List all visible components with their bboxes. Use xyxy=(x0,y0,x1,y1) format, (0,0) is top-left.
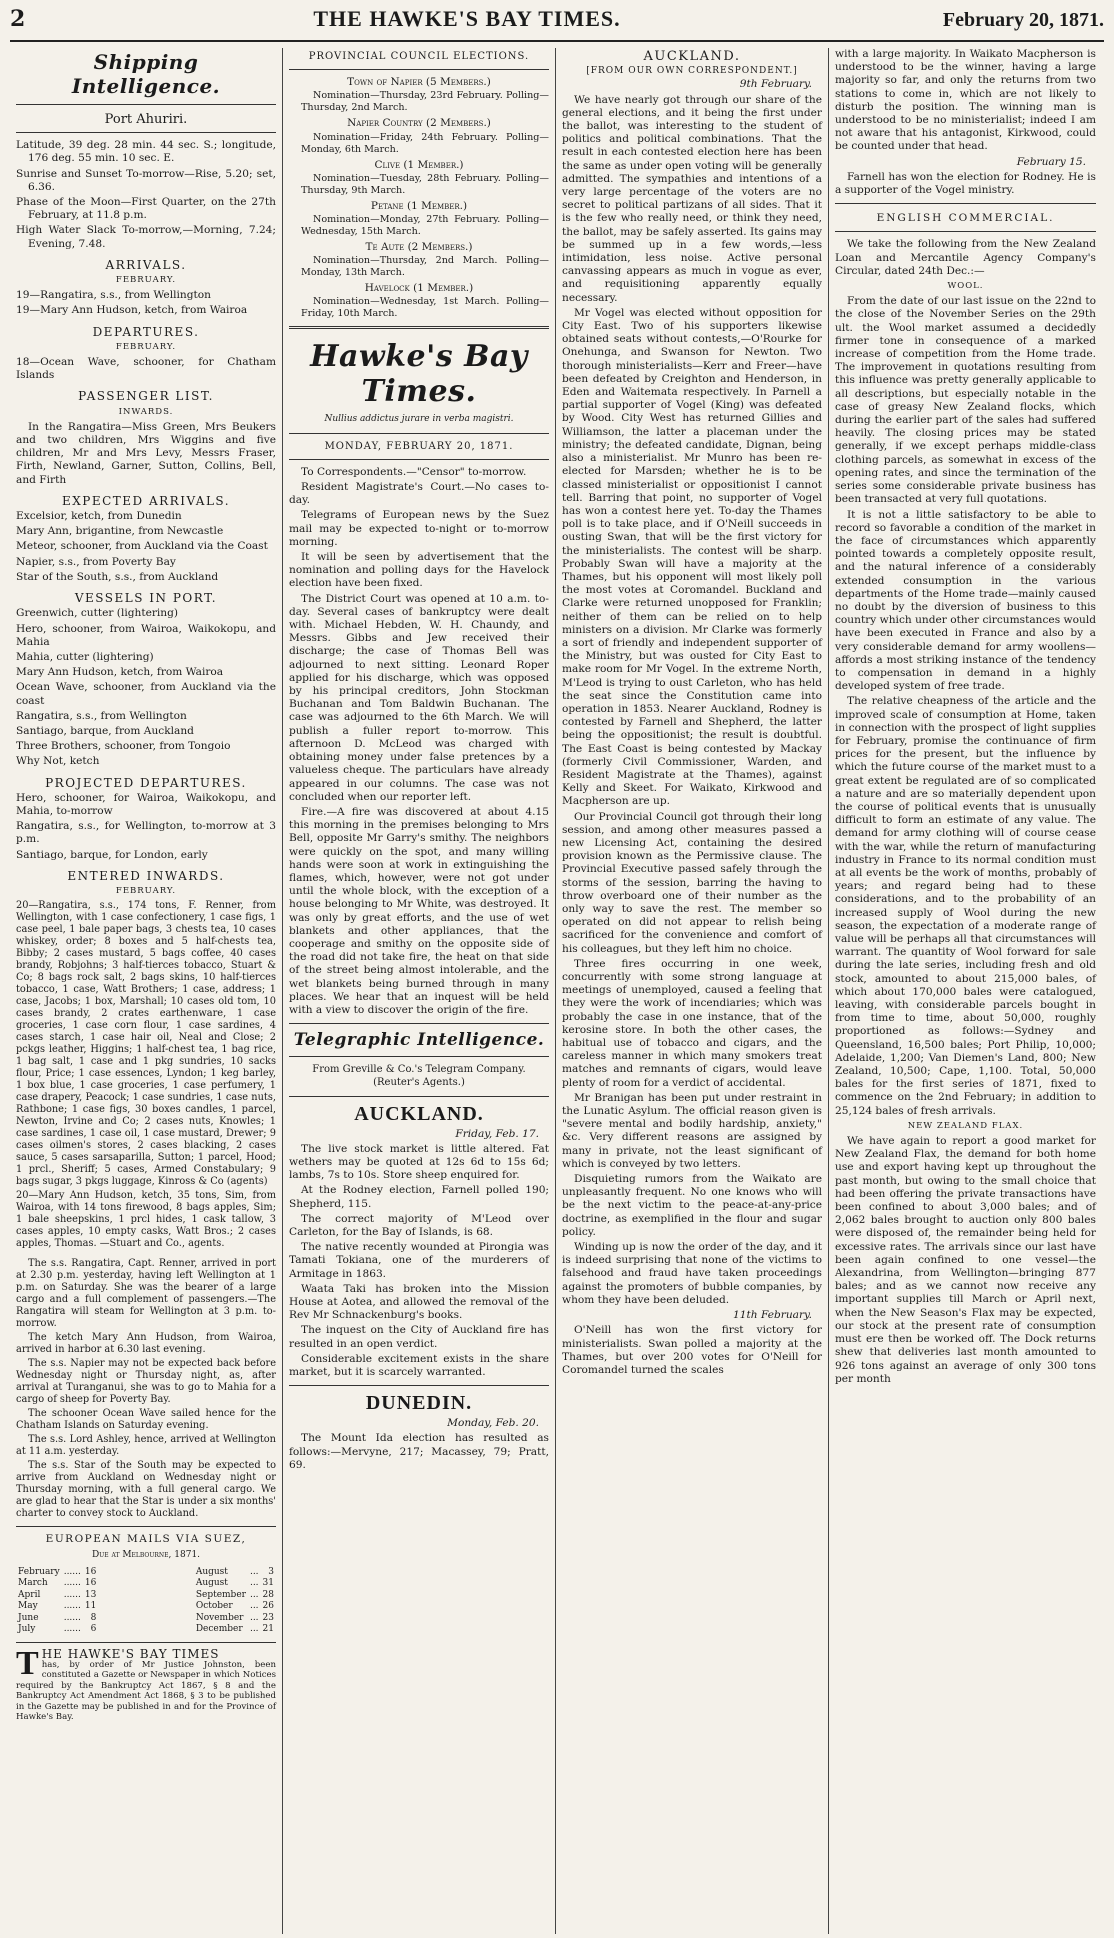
list-item: 19—Mary Ann Hudson, ketch, from Wairoa xyxy=(16,304,248,317)
news-paragraph: It is not a little satisfactory to be able to record so favorable a condition of the market in the face of circumstances which apparently pointed towards a completely opposite result, and the natural inference of a considerably extended consumption in the various departments of the Home trade—mainly caused no doubt by the diversion of business to this country which under other circumstances would have been executed in France and also by a very considerable demand for army woollens—affords a most striking instance of the tendency to compensation in demand in a highly developed system of free trade. xyxy=(835,508,1096,693)
paper-title: Hawke's Bay Times. xyxy=(310,339,528,410)
divider xyxy=(16,104,276,105)
news-paragraph: Mr Vogel was elected without opposition for City East. Two of his supporters likewise obtained seats without contests,—O'Rourke for Onehunga, and Swanson for Newton. Two thorough ministerialists—Kerr and Freer—have been defeated by Creighton and Henderson, in Eden and Waitemata respectively. In Parnell a partial supporter of Vogel (King) was defeated by Wood. City West has returned Gillies and Williamson, the latter a placeman under the ministry; the defeated candidate, Dignan, being also a ministerialist. Mr Munro has been re-elected for Marsden; whether he is to be classed ministerialist or oppositionist I cannot tell. Barring that point, no supporter of Vogel has won a contest here yet. To-day the Thames poll is to take place, and if O'Neill succeeds in ousting Swan, that will be the first victory for the ministerialists. The contest will be sharp. Probably Swan will have a majority at the Thames, but his opponent will most likely poll the most votes at Coromandel. Buckland and Clarke were returned unopposed for Franklin; neither of them can be relied on to help ministers on a division. Mr Clarke was formerly a sort of friendly and independent supporter of the Ministry, but was ousted for City East to make room for Mr Vogel. In the extreme North, M'Leod is trying to oust Carleton, who has held the seat since the Constitution came into operation in 1853. Nearer Auckland, Rodney is contested by Farnell and Shepherd, the latter being the oppositionist; the result is doubtful. The East Coast is being contested by Mackay (formerly Civil Commissioner, Warden, and Resident Magistrate at the Thames), against Kelly and Skeet. For Waikato, Kirkwood and Macpherson are up. xyxy=(562,306,822,808)
table-row: August ... 31 xyxy=(195,1578,274,1589)
list-item: Santiago, barque, for London, early xyxy=(16,848,208,861)
table-row: June ...... 8 xyxy=(18,1612,97,1623)
news-paragraph: Considerable excitement exists in the share market, but it is scarcely warranted. xyxy=(289,1352,549,1379)
divider xyxy=(289,326,549,329)
news-paragraph: Mr Branigan has been put under restraint in the Lunatic Asylum. The official reason given is "severe mental and bodily hardship, anxiety," &c. Very different reasons are assigned by many in private, not the least significant of which is conveyed by two letters. xyxy=(562,1091,822,1170)
table-row: May ...... 11 xyxy=(18,1601,97,1612)
passenger-sub: INWARDS. xyxy=(118,406,174,417)
wool-heading: WOOL. xyxy=(947,281,984,292)
mails-left xyxy=(16,1567,98,1636)
mails-right xyxy=(194,1567,276,1636)
divider xyxy=(16,132,276,133)
port-line: Phase of the Moon—First Quarter, on the 27th February, at 11.8 p.m. xyxy=(16,196,276,222)
election-name: Napier Country (2 Members.) xyxy=(347,117,491,130)
port-line: Latitude, 39 deg. 28 min. 44 sec. S.; longitude, 176 deg. 55 min. 10 sec. E. xyxy=(16,139,276,165)
page-number: 2 xyxy=(10,6,26,32)
projected-heading: PROJECTED DEPARTURES. xyxy=(45,775,247,790)
editorial-dateline: MONDAY, FEBRUARY 20, 1871. xyxy=(324,440,514,452)
list-item: Excelsior, ketch, from Dunedin xyxy=(16,510,182,523)
election-dates: Nomination—Friday, 24th February. Polling—Monday, 6th March. xyxy=(301,131,549,155)
news-paragraph: From the date of our last issue on the 22nd to the close of the November Series on the 29th ult. the Wool market assumed a decidedly firmer tone in consequence of a marked increase of competition from the Home trade. The improvement in quotations resulting from this influence was pretty generally applicable to all descriptions, but especially notable in the case of greasy New Zealand flocks, which during the earlier part of the sales had suffered heavily. The closing prices may be stated generally, if we except perhaps middle-class clothing parcels, as somewhat in excess of the opening rates, and since the termination of the series some considerable private business has been transacted at very full quotations. xyxy=(835,295,1096,506)
entered-heading: ENTERED INWARDS. xyxy=(67,868,225,883)
news-paragraph: Disquieting rumors from the Waikato are unpleasantly frequent. No one knows who will be the next victim to the peace-at-any-price doctrine, as exemplified in the flour and sugar policy. xyxy=(562,1173,822,1238)
news-paragraph: with a large majority. In Waikato Macpherson is understood to be the winner, having a large majority so far, and only the returns from two stations to come in, which are not likely to disturb the position. The winning man is understood to be no ministerialist; indeed I am not aware that his antagonist, Kirkwood, could be counted under that head. xyxy=(835,48,1096,153)
english-commercial-heading: ENGLISH COMMERCIAL. xyxy=(876,212,1055,225)
month-label: FEBRUARY. xyxy=(115,885,177,896)
list-item: Hero, schooner, from Wairoa, Waikokopu, and Mahia xyxy=(16,622,276,648)
news-paragraph: O'Neill has won the first victory for ministerialists. Swan polled a majority at the Thames, but over 200 votes for O'Neill for Coromandel turned the scales xyxy=(562,1324,822,1376)
column-shipping xyxy=(10,48,283,1934)
vessels-heading: VESSELS IN PORT. xyxy=(74,591,218,606)
table-row: August ... 3 xyxy=(195,1566,274,1577)
letter-date: 9th February. xyxy=(739,78,812,91)
mails-subheading: Due at Melbourne, 1871. xyxy=(91,1550,201,1561)
telegram-date: Monday, Feb. 20. xyxy=(447,1417,539,1430)
shipping-note: The s.s. Star of the South may be expected to arrive from Auckland on Wednesday night or Thursday morning, with a full general cargo. We are glad to hear that the Star is under a six months' charter to convey stock to Auckland. xyxy=(16,1460,276,1520)
news-paragraph: The native recently wounded at Pirongia was Tamati Tokiana, one of the murderers of Armitage in 1863. xyxy=(289,1241,549,1280)
divider xyxy=(289,1023,549,1024)
news-paragraph: Three fires occurring in one week, concurrently with some strong language at meetings of unemployed, caused a feeling that they were the work of incendiaries; which was probably the case in one instance, that of the kerosine store. In both the other cases, the habitual use of tobacco and cigars, and the careless manner in which many smokers treat matches and remnants of cigars, would leave plenty of room for a verdict of accidental. xyxy=(562,957,822,1089)
mails-table xyxy=(16,1567,276,1636)
auckland-heading: AUCKLAND. xyxy=(643,49,741,64)
table-row: March ...... 16 xyxy=(18,1578,97,1589)
auckland-telegram-heading: AUCKLAND. xyxy=(354,1102,484,1125)
divider xyxy=(289,1385,549,1386)
election-dates: Nomination—Thursday, 23rd February. Polling—Thursday, 2nd March. xyxy=(301,90,549,114)
election-item xyxy=(289,200,549,238)
news-paragraph: Winding up is now the order of the day, and it is indeed surprising that none of the victims to falsehood and fraud have taken proceedings against the promoters of bubble companies, by whom they have been deluded. xyxy=(562,1241,822,1306)
list-item: 19—Rangatira, s.s., from Wellington xyxy=(16,289,211,302)
divider xyxy=(835,231,1096,232)
election-item xyxy=(289,282,549,320)
news-paragraph: Farnell has won the election for Rodney. He is a supporter of the Vogel ministry. xyxy=(835,170,1096,197)
shipping-note: The ketch Mary Ann Hudson, from Wairoa, arrived in harbor at 6.30 last evening. xyxy=(16,1332,276,1356)
shipping-note: The s.s. Napier may not be expected back before Wednesday night or Thursday night, as, after arrival at Turanganui, she was to go to Mahia for a cargo of sheep for Poverty Bay. xyxy=(16,1358,276,1406)
telegraphic-heading: Telegraphic Intelligence. xyxy=(293,1030,545,1051)
letter-date: 11th February. xyxy=(733,1309,812,1322)
divider xyxy=(16,1526,276,1527)
divider xyxy=(289,459,549,460)
divider xyxy=(289,1056,549,1057)
list-item: Why Not, ketch xyxy=(16,755,100,768)
list-item: Rangatira, s.s., from Wellington xyxy=(16,709,187,722)
news-paragraph: The live stock market is little altered. Fat wethers may be quoted at 12s 6d to 15s 6d; lambs, 7s to 10s. Store sheep enquired for. xyxy=(289,1142,549,1182)
election-item xyxy=(289,117,549,155)
notice-dropcap: T xyxy=(16,1644,39,1682)
list-item: Mary Ann, brigantine, from Newcastle xyxy=(16,525,224,538)
table-row: April ...... 13 xyxy=(18,1589,97,1600)
correspondent-label: [FROM OUR OWN CORRESPONDENT.] xyxy=(586,66,798,77)
news-paragraph: We take the following from the New Zealand Loan and Mercantile Agency Company's Circular, dated 24th Dec.:— xyxy=(835,238,1096,277)
news-paragraph: The District Court was opened at 10 a.m. to-day. Several cases of bankruptcy were dealt with. Michael Hebden, W. H. Chaundy, and Messrs. Gibbs and Jew received their discharge; the case of Thomas Bell was adjourned to next sitting. Leonard Roper applied for his discharge, which was opposed by his principal creditors, John Stockman Buchanan and Tom Baldwin Buchanan. The case was adjourned to the 6th March. We will publish a fuller report to-morrow. This afternoon D. McLeod was charged with obtaining money under false pretences by a valueless cheque. The particulars have already appeared in our columns. The case was not concluded when our reporter left. xyxy=(289,592,549,803)
table-row: November ... 23 xyxy=(195,1612,274,1623)
passenger-heading: PASSENGER LIST. xyxy=(78,389,214,404)
paper-motto: Nullius addictus jurare in verba magistri. xyxy=(324,414,514,425)
election-name: Clive (1 Member.) xyxy=(374,158,464,171)
divider xyxy=(16,1642,276,1643)
column-auckland-correspondent xyxy=(556,48,829,1934)
list-item: Ocean Wave, schooner, from Auckland via the coast xyxy=(16,681,276,707)
list-item: Rangatira, s.s., for Wellington, to-morrow at 3 p.m. xyxy=(16,820,276,846)
list-item: Greenwich, cutter (lightering) xyxy=(16,607,179,620)
column-commercial xyxy=(829,48,1102,1934)
news-paragraph: It will be seen by advertisement that the nomination and polling days for the Havelock election have been fixed. xyxy=(289,551,549,590)
provincial-heading: PROVINCIAL COUNCIL ELECTIONS. xyxy=(308,51,530,62)
month-label: FEBRUARY. xyxy=(115,341,177,352)
list-item: Napier, s.s., from Poverty Bay xyxy=(16,555,176,568)
divider xyxy=(289,433,549,434)
divider xyxy=(289,69,549,70)
table-row: December ... 21 xyxy=(195,1624,274,1635)
news-paragraph: The inquest on the City of Auckland fire has resulted in an open verdict. xyxy=(289,1324,549,1350)
masthead xyxy=(10,6,1104,42)
news-paragraph: The Mount Ida election has resulted as follows:—Mervyne, 217; Macassey, 79; Pratt, 69. xyxy=(289,1432,549,1471)
news-paragraph: We have again to report a good market for New Zealand Flax, the demand for both home use and export having kept up throughout the past month, but owing to the small choice that had been offering the private transactions have been confined to about 3,000 bales; and of 2,062 bales brought to auction only 800 bales were disposed of, the remainder being held for excessive rates. The arrivals since our last have been again confined to one vessel—the Alexandrina, from Wellington—bringing 877 bales; and as we cannot now receive any important supplies till March or April next, when the New Season's Flax may be expected, our stock at the present rate of consumption must ere then be worked off. The Dock returns shew that deliveries last month amounted to 926 tons against an average of only 300 tons per month xyxy=(835,1135,1096,1385)
shipping-note: The s.s. Lord Ashley, hence, arrived at Wellington at 11 a.m. yesterday. xyxy=(16,1434,276,1458)
election-name: Petane (1 Member.) xyxy=(370,199,468,212)
shipping-note: The schooner Ocean Wave sailed hence for the Chatham Islands on Saturday evening. xyxy=(16,1408,276,1432)
news-paragraph: Resident Magistrate's Court.—No cases to-day. xyxy=(289,481,549,507)
telegraphic-source: From Greville & Co.'s Telegram Company. (Reuter's Agents.) xyxy=(312,1064,526,1089)
list-item: Meteor, schooner, from Auckland via the Coast xyxy=(16,540,268,553)
mails-heading: EUROPEAN MAILS VIA SUEZ, xyxy=(45,1533,247,1546)
manifest-entry: 20—Rangatira, s.s., 174 tons, F. Renner, from Wellington, with 1 case confectionery, 1 case figs, 1 case peel, 1 bale paper bags, 3 chests tea, 10 cases whiskey, order; 8 boxes and 5 half-chests tea, Bibby; 2 cases mustard, 5 bags coffee, 40 cases brandy, Robjohns; 3 half-tierces tobacco, Stuart & Co; 8 bags rock salt, 2 bags skins, 10 half-tierces tobacco, 1 case, Watt Brothers; 1 case, address; 1 case, Jacobs; 1 box, Marshall; 10 cases old tom, 10 cases brandy, 2 crates earthenware, 1 case groceries, 1 case corn flour, 1 case sardines, 4 cases starch, 1 case hair oil, Neal and Close; 2 pckgs leather, Higgins; 1 half-chest tea, 1 bag rice, 1 bag salt, 1 case and 1 pkg sundries, 10 sacks flour, Price; 1 case essences, Lyndon; 1 keg barley, 1 box blue, 1 case groceries, 1 case perfumery, 1 case drapery, Peacock; 1 case sundries, 1 case nuts, Rathbone; 1 case figs, 30 boxes candles, 1 parcel, Newton, Irvine and Co; 2 cases nuts, Knowles; 1 case sardines, 1 case oil, 1 case mustard, Drewer; 9 cases oilmen's stores, 2 cases blacking, 2 cases sauce, 5 cases sarsaparilla, Sutton; 1 parcel, Hood; 1 prcl., Sheriff; 5 cases, Armed Constabulary; 9 bags sugar, 3 pkgs luggage, Kinross & Co (agents) xyxy=(16,900,276,1188)
notice-text: has, by order of Mr Justice Johnston, been constituted a Gazette or Newspaper in which Notices required by the Bankruptcy Act 1867, § 8 and the Bankruptcy Act Amendment Act 1868, § 3 to be published in the Gazette may be published in and for the Province of Hawke's Bay. xyxy=(16,1659,276,1722)
list-item: Three Brothers, schooner, from Tongoio xyxy=(16,740,231,753)
table-row: October ... 26 xyxy=(195,1601,274,1612)
divider xyxy=(289,1096,549,1097)
list-item: 18—Ocean Wave, schooner, for Chatham Islands xyxy=(16,356,276,382)
letter-date: February 15. xyxy=(1016,155,1086,168)
election-dates: Nomination—Tuesday, 28th February. Polling—Thursday, 9th March. xyxy=(301,172,549,196)
passenger-text: In the Rangatira—Miss Green, Mrs Beukers and two children, Mrs Wiggins and five children, Mr and Mrs Levy, Messrs Fraser, Firth, Newland, Garner, Sutton, Collins, Bell, and Firth xyxy=(16,420,276,486)
port-line: High Water Slack To-morrow,—Morning, 7.24; Evening, 7.48. xyxy=(16,224,276,250)
election-name: Te Aute (2 Members.) xyxy=(365,241,473,254)
dunedin-heading: DUNEDIN. xyxy=(365,1392,473,1415)
departures-heading: DEPARTURES. xyxy=(92,324,200,339)
divider xyxy=(835,203,1096,204)
election-name: Havelock (1 Member.) xyxy=(364,282,474,295)
issue-date: February 20, 1871. xyxy=(942,9,1104,31)
table-row: July ...... 6 xyxy=(18,1624,97,1635)
list-item: Mahia, cutter (lightering) xyxy=(16,650,154,663)
flax-heading: NEW ZEALAND FLAX. xyxy=(907,1120,1024,1131)
expected-heading: EXPECTED ARRIVALS. xyxy=(61,493,231,508)
port-heading: Port Ahuriri. xyxy=(104,112,188,127)
election-dates: Nomination—Wednesday, 1st March. Polling—Friday, 10th March. xyxy=(301,296,549,320)
gazette-notice xyxy=(16,1644,276,1723)
election-item xyxy=(289,76,549,114)
manifest-entry: 20—Mary Ann Hudson, ketch, 35 tons, Sim, from Wairoa, with 14 tons firewood, 8 bags apples, Sim; 1 bale sheepskins, 1 prcl hides, 1 cask tallow, 3 cases apples, 10 empty casks, Watt Bros.; 2 cases apples, Thomas. —Stuart and Co., agents. xyxy=(16,1190,276,1250)
news-paragraph: At the Rodney election, Farnell polled 190; Shepherd, 115. xyxy=(289,1184,549,1210)
list-item: Santiago, barque, from Auckland xyxy=(16,724,194,737)
month-label: FEBRUARY. xyxy=(115,275,177,286)
shipping-note: The s.s. Rangatira, Capt. Renner, arrived in port at 2.30 p.m. yesterday, having left Wellington at 1 p.m. on Saturday. She was the bearer of a large cargo and a full complement of passengers.—The Rangatira will steam for Wellington at 3 p.m. to-morrow. xyxy=(16,1258,276,1330)
news-paragraph: Our Provincial Council got through their long session, and among other measures passed a new Licensing Act, containing the desired provision known as the Permissive clause. The Provincial Executive passed safely through the storms of the session, barring the having to throw overboard one of their number as the only way to save the rest. The member so operated on did not appear to relish being sacrificed for the convenience and comfort of his colleagues, but they left him no choice. xyxy=(562,810,822,955)
news-paragraph: To Correspondents.—"Censor" to-morrow. xyxy=(301,465,527,478)
list-item: Hero, schooner, for Wairoa, Waikokopu, and Mahia, to-morrow xyxy=(16,791,276,817)
table-row: September ... 28 xyxy=(195,1589,274,1600)
newspaper-title: THE HAWKE'S BAY TIMES. xyxy=(313,6,621,31)
list-item: Mary Ann Hudson, ketch, from Wairoa xyxy=(16,666,224,679)
news-paragraph: The correct majority of M'Leod over Carleton, for the Bay of Islands, is 68. xyxy=(289,1212,549,1238)
news-paragraph: Telegrams of European news by the Suez mail may be expected to-night or to-morrow morning. xyxy=(289,509,549,548)
list-item: Star of the South, s.s., from Auckland xyxy=(16,570,219,583)
column-editorial xyxy=(283,48,556,1934)
news-paragraph: Waata Taki has broken into the Mission House at Aotea, and allowed the removal of the Rev Mr Schnackenburg's books. xyxy=(289,1282,549,1322)
arrivals-heading: ARRIVALS. xyxy=(105,257,187,272)
election-item xyxy=(289,241,549,279)
election-dates: Nomination—Thursday, 2nd March. Polling—Monday, 13th March. xyxy=(301,255,549,279)
news-paragraph: Fire.—A fire was discovered at about 4.15 this morning in the premises belonging to Mrs Bell, opposite Mr Garry's smithy. The neighbors were quickly on the spot, and many willing hands were soon at work in extinguishing the flames, which, however, were not got under until the whole block, with the exception of a house belonging to Mr White, was destroyed. It was only by great efforts, and the use of wet blankets and other appliances, that the cooperage and smithy on the opposite side of the road did not take fire, the heat on that side of the street being almost intolerable, and the wet blankets being burned through in many places. We hear that an inquest will be held with a view to discover the origin of the fire. xyxy=(289,805,549,1016)
table-row: February ...... 16 xyxy=(18,1566,97,1577)
notice-title: HE HAWKE'S BAY TIMES xyxy=(41,1646,220,1661)
news-paragraph: We have nearly got through our share of the general elections, and it being the first under the ballot, was interesting to the student of politics and political combinations. That the result in each contested election here has been the same as under open voting will be generally admitted. The sympathies and intentions of a very large percentage of the voters are no secret to political partizans of all sides. That it is the few who really need, or think they need, the ballot, may be safely asserted. Its gains may be summed up in a few words,—less intimidation, less noise. Active personal canvassing appears as much in vogue as ever, and requisitioning apparently equally necessary. xyxy=(562,93,822,304)
telegram-date: Friday, Feb. 17. xyxy=(455,1127,539,1140)
port-line: Sunrise and Sunset To-morrow—Rise, 5.20; set, 6.36. xyxy=(16,167,276,193)
election-dates: Nomination—Monday, 27th February. Polling—Wednesday, 15th March. xyxy=(301,214,549,238)
news-paragraph: The relative cheapness of the article and the improved scale of consumption at Home, taken in connection with the prospect of light supplies for February, promise the continuance of firm prices for the present, but the influence by which the future course of the market must to a great extent be regulated are of so complicated a nature and are so materially dependent upon the course of political events that is unusually difficult to form an estimate of any value. The demand for army clothing will of course cease with the war, while the return of manufacturing industry in France to its normal condition must at all events be the work of months, probably of years; and regard being had to these considerations, and to the probability of an increased supply of Wool during the new season, the expectation of a moderate range of value will be perhaps all that circumstances will warrant. The quantity of Wool forward for sale during the late series, including fresh and old stock, amounted to about 215,000 bales, of which about 170,000 bales were catalogued, leaving, with considerable parcels bought in from time to time, about 50,000, roughly proportioned as follows:—Sydney and Queensland, 16,500 bales; Port Philip, 10,000; Adelaide, 1,200; Van Diemen's Land, 800; New Zealand, 10,500; Cape, 1,100. Total, 50,000 bales for the first series of 1871, fixed to commence on the 2nd February; in addition to 25,124 bales of fresh arrivals. xyxy=(835,695,1096,1117)
shipping-heading: Shipping Intelligence. xyxy=(71,50,221,98)
election-item xyxy=(289,159,549,197)
election-name: Town of Napier (5 Members.) xyxy=(347,76,491,89)
